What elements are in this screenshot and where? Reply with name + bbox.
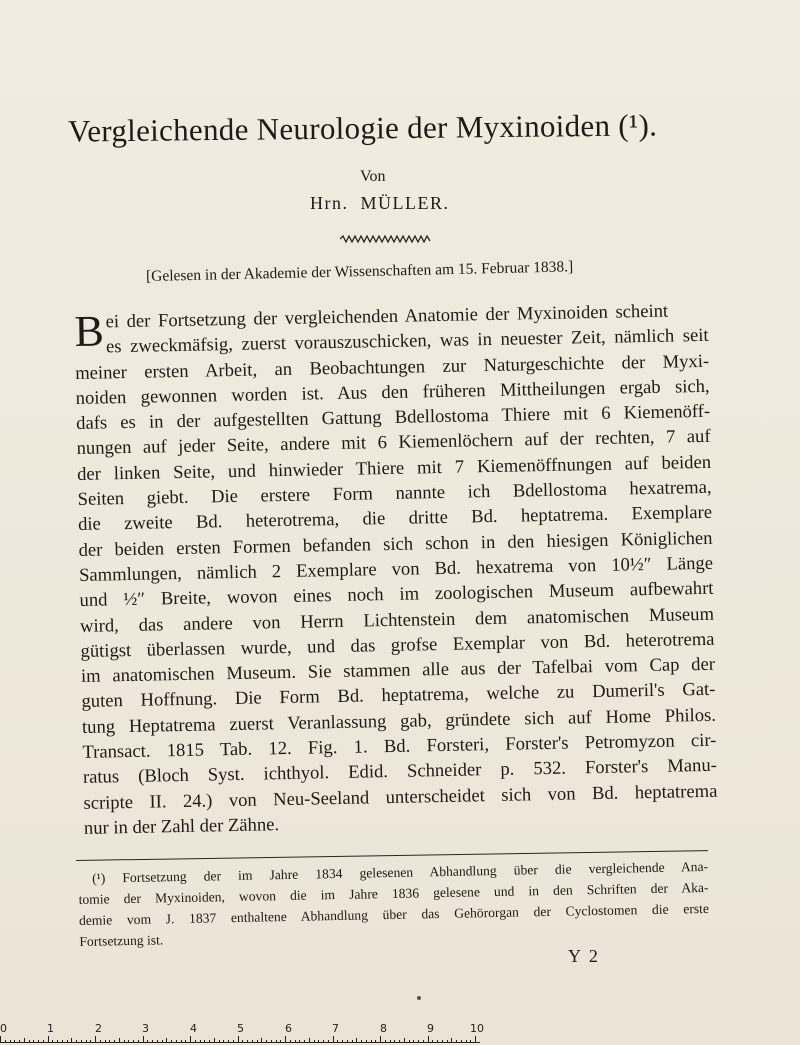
ruler-tick [314, 1040, 315, 1043]
ruler-tick [295, 1040, 296, 1043]
ruler-label: 4 [190, 1022, 197, 1035]
ruler-tick [394, 1040, 395, 1043]
ruler-tick [71, 1038, 72, 1043]
ruler-tick [128, 1040, 129, 1043]
ruler-tick [447, 1040, 448, 1043]
ruler-label: 8 [380, 1022, 387, 1035]
body-text [74, 298, 724, 841]
ruler-tick [475, 1036, 476, 1043]
body-line: wird, das andere von Herrn Lichtenstein dem anatomischen Museum [79, 603, 715, 637]
ruler-tick [181, 1040, 182, 1043]
ruler-tick [114, 1040, 115, 1043]
speck [417, 996, 421, 1000]
ruler-tick [261, 1038, 262, 1043]
ruler-tick [109, 1040, 110, 1043]
ruler-tick [466, 1040, 467, 1043]
ruler-tick [76, 1040, 77, 1043]
ruler-tick [185, 1040, 186, 1043]
ruler-tick [143, 1036, 144, 1043]
ruler-tick [280, 1040, 281, 1043]
ruler-tick [409, 1040, 410, 1043]
body-line: es zweckmäfsig, zuerst vorauszuschicken, was in neuester Zeit, nämlich seit [105, 325, 709, 358]
ruler-tick [19, 1040, 20, 1043]
ruler-tick [247, 1040, 248, 1043]
body-line: tung Heptatrema zuerst Veranlassung gab, gründete sich auf Home Philos. [81, 704, 717, 738]
ruler-tick [380, 1036, 381, 1043]
ruler-tick [328, 1040, 329, 1043]
ruler-tick [451, 1038, 452, 1043]
ruler-tick [100, 1040, 101, 1043]
body-line: im anatomischen Museum. Sie stammen alle aus der Tafelbai vom Cap der [80, 653, 716, 688]
ruler-tick [33, 1040, 34, 1043]
ruler-tick [456, 1040, 457, 1043]
drop-cap: B [73, 306, 105, 356]
ruler-tick [356, 1038, 357, 1043]
ruler-tick [14, 1040, 15, 1043]
ruler-tick [309, 1038, 310, 1043]
ruler-tick [428, 1036, 429, 1043]
ruler-tick [10, 1040, 11, 1043]
body-line: Seiten giebt. Die erstere Form nannte ich Bdellostoma hexatrema, [77, 476, 712, 511]
footnote-line: (¹) Fortsetzung der im Jahre 1834 gelesenen Abhandlung über die vergleichende Ana- [92, 858, 709, 886]
body-line: guten Hoffnung. Die Form Bd. heptatrema, welche zu Dumeril's Gat- [81, 679, 716, 713]
ruler-tick [304, 1040, 305, 1043]
ruler-tick [437, 1040, 438, 1043]
body-line: die zweite Bd. heterotrema, die dritte Bd. heptatrema. Exemplare [77, 502, 713, 536]
ruler-tick [342, 1040, 343, 1043]
ruler-tick [176, 1040, 177, 1043]
body-line: ei der Fortsetzung der vergleichenden Anatomie der Myxinoiden scheint [105, 300, 669, 333]
byline-von: Von [360, 168, 386, 185]
author [310, 193, 450, 214]
signature-mark: Y 2 [568, 946, 600, 966]
ruler-tick [57, 1040, 58, 1043]
ruler-tick [432, 1040, 433, 1043]
ruler-label: 2 [95, 1022, 102, 1035]
ruler-label: 3 [142, 1022, 149, 1035]
body-line: meiner ersten Arbeit, an Beobachtungen zur Naturgeschichte der Myxi- [75, 350, 710, 384]
ruler-label: 6 [285, 1022, 292, 1035]
body-line: Transact. 1815 Tab. 12. Fig. 1. Bd. Forsteri, Forster's Petromyzon cir- [82, 729, 717, 763]
ruler-tick [38, 1040, 39, 1043]
ruler-tick [48, 1036, 49, 1043]
ruler-tick [352, 1040, 353, 1043]
ruler-tick [337, 1040, 338, 1043]
ruler-tick [67, 1040, 68, 1043]
body-line: dafs es in der aufgestellten Gattung Bdellostoma Thiere mit 6 Kiemenöff- [75, 400, 711, 435]
scale-ruler [0, 1020, 500, 1045]
ruler-tick [105, 1040, 106, 1043]
ruler-tick [195, 1040, 196, 1043]
ruler-tick [385, 1040, 386, 1043]
ruler-tick [133, 1040, 134, 1043]
ruler-tick [461, 1040, 462, 1043]
ruler-tick [29, 1040, 30, 1043]
ruler-tick [162, 1040, 163, 1043]
ruler-label: 5 [237, 1022, 244, 1035]
ruler-tick [470, 1040, 471, 1043]
ruler-tick [124, 1040, 125, 1043]
ruler-tick [413, 1040, 414, 1043]
ruler-tick [190, 1036, 191, 1043]
ruler-tick [361, 1040, 362, 1043]
body-line: nungen auf jeder Seite, andere mit 6 Kiemenlöchern auf der rechten, 7 auf [76, 426, 711, 460]
ruler-tick [290, 1040, 291, 1043]
reading-note: [Gelesen in der Akademie der Wissenschaften am 15. Februar 1838.] [145, 258, 574, 285]
ruler-tick [257, 1040, 258, 1043]
author-name: MÜLLER. [360, 193, 450, 213]
ruler-tick [366, 1040, 367, 1043]
ruler-tick [333, 1036, 334, 1043]
ruler-tick [399, 1040, 400, 1043]
ruler-tick [371, 1040, 372, 1043]
ruler-tick [271, 1040, 272, 1043]
ruler-tick [318, 1040, 319, 1043]
ruler-tick [86, 1040, 87, 1043]
body-line: ratus (Bloch Syst. ichthyol. Edid. Schneider p. 532. Forster's Manu- [82, 755, 718, 789]
body-line: der beiden ersten Formen befanden sich schon in den hiesigen Königlichen [78, 527, 713, 561]
article-title: Vergleichende Neurologie der Myxinoiden (¹). [67, 107, 658, 149]
ruler-tick [5, 1040, 6, 1043]
ruler-tick [43, 1040, 44, 1043]
ruler-tick [119, 1038, 120, 1043]
ruler-tick [390, 1040, 391, 1043]
ruler-label: 7 [332, 1022, 339, 1035]
footnote-line: demie vom J. 1837 enthaltene Abhandlung über das Gehörorgan der Cyclostomen die erste [78, 900, 710, 928]
ruler-label: 10 [470, 1022, 484, 1035]
ruler-tick [323, 1040, 324, 1043]
ruler-tick [81, 1040, 82, 1043]
author-prefix: Hrn. [310, 193, 349, 213]
ruler-label: 0 [0, 1022, 7, 1035]
ruler-tick [0, 1036, 1, 1043]
ruler-tick [152, 1040, 153, 1043]
body-line: noiden gewonnen worden ist. Aus den früheren Mittheilungen ergab sich, [75, 375, 710, 409]
ruler-tick [299, 1040, 300, 1043]
ruler-tick [233, 1040, 234, 1043]
ruler-tick [375, 1040, 376, 1043]
footnote-line: Fortsetzung ist. [79, 932, 164, 949]
ruler-tick [228, 1040, 229, 1043]
ruler-tick [171, 1040, 172, 1043]
ruler-tick [95, 1036, 96, 1043]
ruler-tick [219, 1040, 220, 1043]
ornament-divider [340, 235, 432, 243]
body-line: der linken Seite, und hinwieder Thiere mit 7 Kiemenöffnungen auf beiden [76, 451, 712, 485]
ruler-tick [404, 1038, 405, 1043]
ruler-label: 1 [47, 1022, 54, 1035]
ruler-tick [242, 1040, 243, 1043]
ruler-tick [285, 1036, 286, 1043]
footnote-line: tomie der Myxinoiden, wovon die im Jahre 1836 gelesene und in den Schriften der Aka- [78, 879, 709, 907]
ruler-tick [214, 1038, 215, 1043]
body-line: und ½″ Breite, wovon eines noch im zoologischen Museum aufbewahrt [79, 578, 714, 612]
ruler-tick [223, 1040, 224, 1043]
ruler-tick [209, 1040, 210, 1043]
ruler-tick [423, 1040, 424, 1043]
ruler-label: 9 [427, 1022, 434, 1035]
footnote [78, 856, 709, 952]
ruler-tick [166, 1038, 167, 1043]
body-line: scripte II. 24.) von Neu-Seeland unterscheidet sich von Bd. heptatrema [83, 780, 718, 814]
ruler-tick [266, 1040, 267, 1043]
ruler-tick [418, 1040, 419, 1043]
ruler-tick [52, 1040, 53, 1043]
ruler-tick [200, 1040, 201, 1043]
ruler-tick [157, 1040, 158, 1043]
ruler-tick [138, 1040, 139, 1043]
ruler-tick [347, 1040, 348, 1043]
ruler-tick [276, 1040, 277, 1043]
ruler-tick [24, 1038, 25, 1043]
ruler-tick [238, 1036, 239, 1043]
ruler-tick [204, 1040, 205, 1043]
ruler-tick [90, 1040, 91, 1043]
ruler-tick [252, 1040, 253, 1043]
body-line: gütigst überlassen wurde, und das grofse Exemplar von Bd. heterotrema [80, 628, 715, 662]
ruler-tick [147, 1040, 148, 1043]
ruler-tick [442, 1040, 443, 1043]
ruler-tick [62, 1040, 63, 1043]
body-line: Sammlungen, nämlich 2 Exemplare von Bd. hexatrema von 10½″ Länge [78, 552, 714, 586]
body-line: nur in der Zahl der Zähne. [83, 814, 280, 839]
